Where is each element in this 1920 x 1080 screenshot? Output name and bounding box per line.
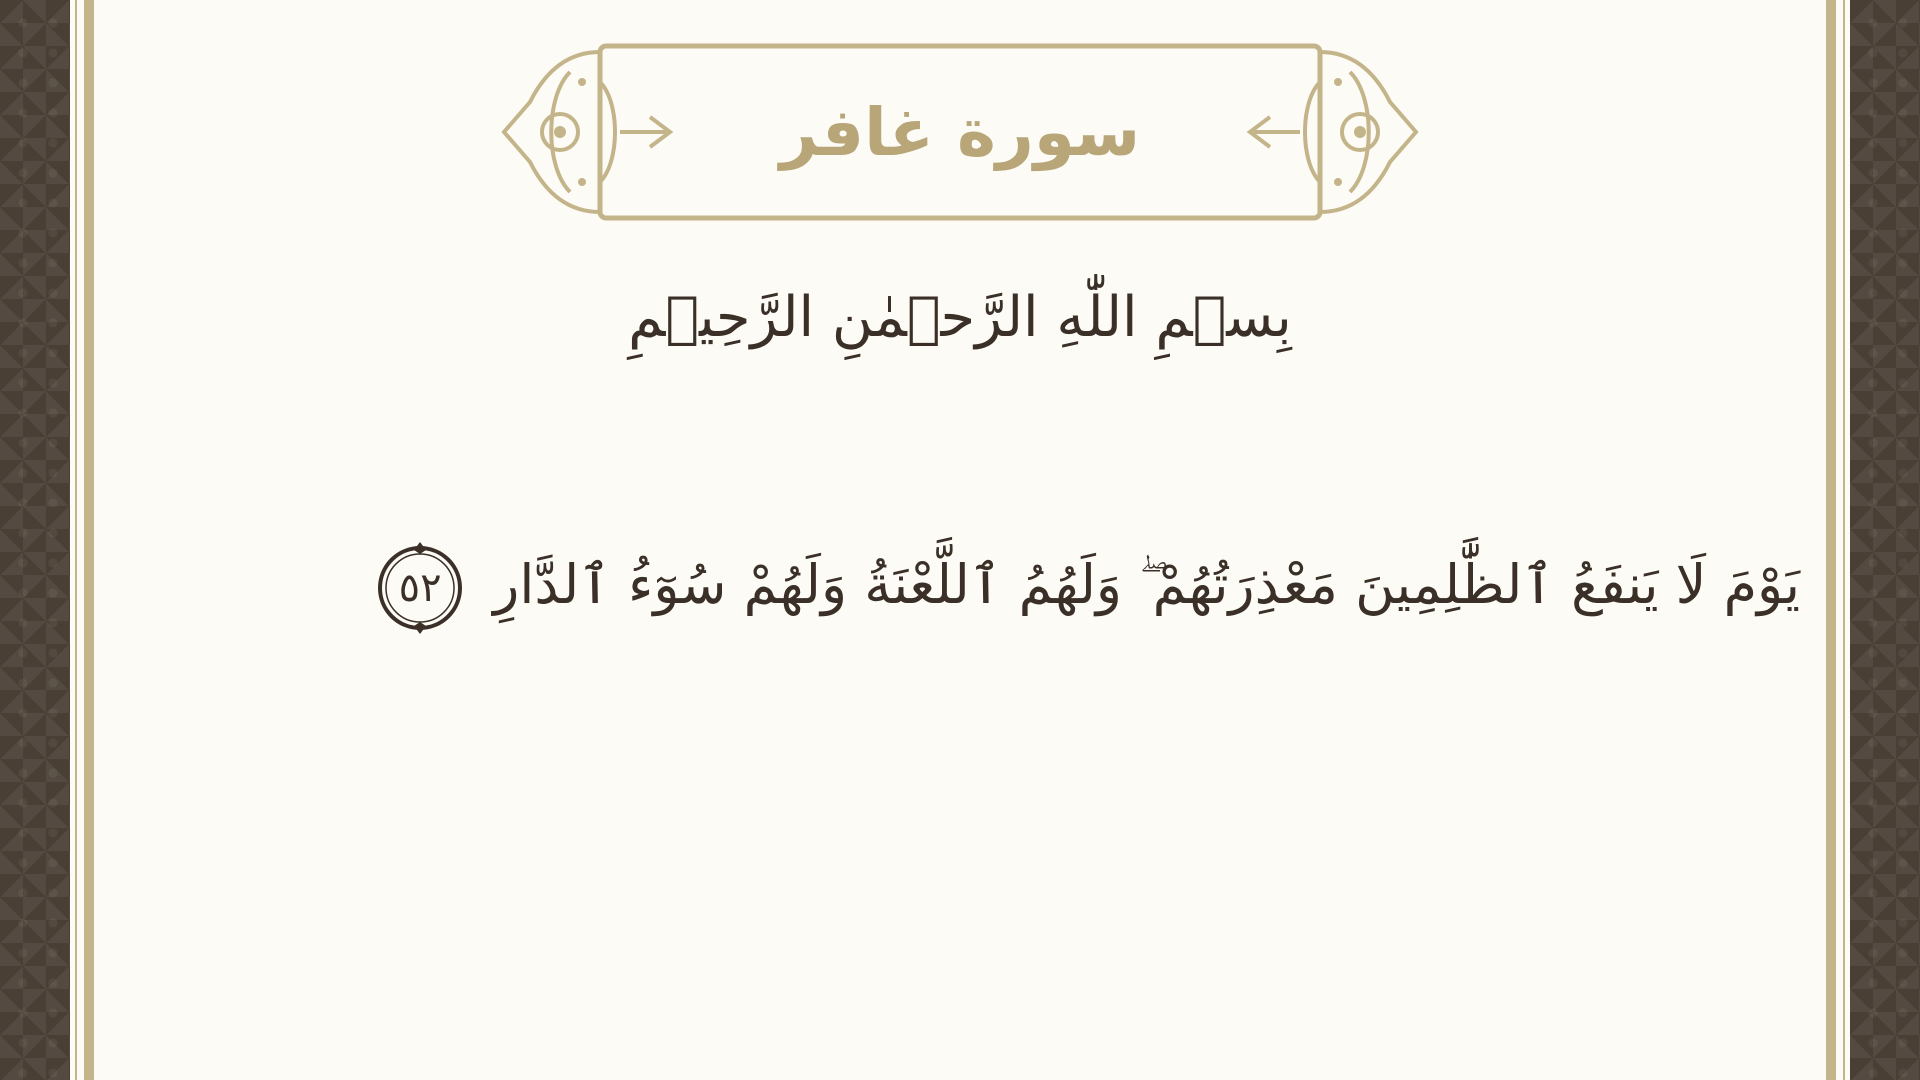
ayah-text-block [360,520,1800,650]
ayah-end-marker [374,542,466,634]
basmala: بِسۡمِ اللّٰهِ الرَّحۡمٰنِ الرَّحِيۡمِ [628,285,1292,350]
ayah-text: يَوْمَ لَا يَنفَعُ ٱلظَّٰلِمِينَ مَعْذِرَتُهُمْ ۖ وَلَهُمُ ٱللَّعْنَةُ وَلَهُمْ سُوٓءُ ٱلدَّارِ [493,553,1800,616]
left-gold-rule [84,0,94,1080]
right-inner-line [1843,0,1845,1080]
left-decorative-border [0,0,70,1080]
surah-header [500,42,1420,222]
right-gold-rule [1826,0,1836,1080]
left-inner-line [75,0,77,1080]
right-decorative-border [1850,0,1920,1080]
surah-title: سورة غافر [779,93,1141,171]
ayah-number: ٥٢ [398,565,442,612]
